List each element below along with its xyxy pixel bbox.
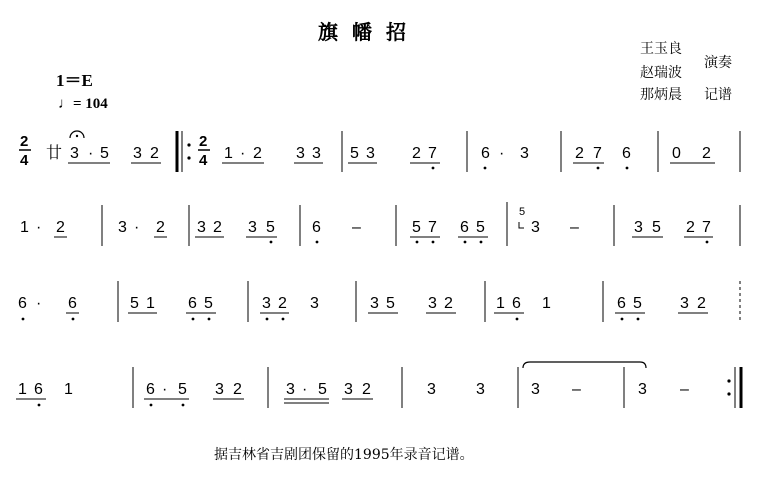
svg-text:5: 5 bbox=[476, 219, 485, 236]
svg-text:2: 2 bbox=[156, 219, 165, 236]
svg-text:6: 6 bbox=[460, 219, 469, 236]
svg-text:3: 3 bbox=[248, 219, 257, 236]
svg-text:2: 2 bbox=[697, 295, 706, 312]
svg-text:3: 3 bbox=[310, 295, 319, 312]
svg-text:0: 0 bbox=[672, 145, 681, 162]
svg-text:2: 2 bbox=[233, 381, 242, 398]
svg-text:·: · bbox=[134, 219, 140, 236]
svg-text:2: 2 bbox=[253, 145, 262, 162]
svg-text:2: 2 bbox=[213, 219, 222, 236]
svg-text:·: · bbox=[499, 145, 505, 162]
key-signature: 1＝E bbox=[56, 71, 93, 90]
svg-text:3: 3 bbox=[370, 295, 379, 312]
svg-text:6: 6 bbox=[312, 219, 321, 236]
svg-text:5: 5 bbox=[412, 219, 421, 236]
svg-text:3: 3 bbox=[312, 145, 321, 162]
svg-text:·: · bbox=[36, 219, 42, 236]
svg-text:廿: 廿 bbox=[46, 145, 63, 162]
svg-text:3: 3 bbox=[638, 381, 647, 398]
svg-text:4: 4 bbox=[20, 152, 29, 169]
performer-2: 赵瑞波 bbox=[640, 65, 682, 81]
svg-text:2: 2 bbox=[56, 219, 65, 236]
svg-text:7: 7 bbox=[593, 145, 602, 162]
svg-text:–: – bbox=[680, 381, 689, 398]
svg-text:3: 3 bbox=[344, 381, 353, 398]
svg-text:5: 5 bbox=[652, 219, 661, 236]
transcriber: 那炳晨 bbox=[640, 87, 682, 103]
svg-text:5: 5 bbox=[266, 219, 275, 236]
svg-text:3: 3 bbox=[197, 219, 206, 236]
svg-text:3: 3 bbox=[296, 145, 305, 162]
svg-text:6: 6 bbox=[512, 295, 521, 312]
svg-text:5: 5 bbox=[100, 145, 109, 162]
score-line-2 bbox=[20, 202, 740, 246]
svg-text:7: 7 bbox=[428, 219, 437, 236]
svg-text:3: 3 bbox=[262, 295, 271, 312]
svg-text:3: 3 bbox=[286, 381, 295, 398]
source-note: 据吉林省吉剧团保留的1995年录音记谱。 bbox=[214, 447, 474, 463]
svg-text:2: 2 bbox=[20, 133, 29, 150]
svg-text:3: 3 bbox=[531, 381, 540, 398]
svg-text:6: 6 bbox=[146, 381, 155, 398]
svg-text:5: 5 bbox=[633, 295, 642, 312]
svg-text:–: – bbox=[570, 219, 579, 236]
score-line-4 bbox=[16, 362, 741, 408]
svg-text:3: 3 bbox=[427, 381, 436, 398]
svg-text:2: 2 bbox=[412, 145, 421, 162]
svg-text:7: 7 bbox=[702, 219, 711, 236]
svg-text:2: 2 bbox=[278, 295, 287, 312]
svg-text:–: – bbox=[572, 381, 581, 398]
svg-text:5: 5 bbox=[350, 145, 359, 162]
svg-text:2: 2 bbox=[362, 381, 371, 398]
svg-text:1: 1 bbox=[18, 381, 27, 398]
svg-text:5: 5 bbox=[204, 295, 213, 312]
svg-text:3: 3 bbox=[118, 219, 127, 236]
svg-text:1: 1 bbox=[542, 295, 551, 312]
svg-text:·: · bbox=[162, 381, 168, 398]
svg-text:1: 1 bbox=[64, 381, 73, 398]
svg-text:3: 3 bbox=[215, 381, 224, 398]
svg-text:2: 2 bbox=[702, 145, 711, 162]
svg-text:5: 5 bbox=[386, 295, 395, 312]
svg-text:1: 1 bbox=[146, 295, 155, 312]
svg-text:–: – bbox=[352, 219, 361, 236]
svg-text:4: 4 bbox=[199, 152, 208, 169]
svg-text:6: 6 bbox=[622, 145, 631, 162]
performers-role: 演奏 bbox=[704, 55, 732, 71]
svg-text:6: 6 bbox=[18, 295, 27, 312]
svg-text:3: 3 bbox=[476, 381, 485, 398]
score-line-1 bbox=[19, 131, 740, 172]
svg-text:6: 6 bbox=[34, 381, 43, 398]
svg-text:1: 1 bbox=[20, 219, 29, 236]
svg-text:·: · bbox=[302, 381, 308, 398]
svg-text:1: 1 bbox=[496, 295, 505, 312]
svg-text:6: 6 bbox=[68, 295, 77, 312]
tempo-marking: ♩= 104 bbox=[58, 96, 108, 112]
svg-text:7: 7 bbox=[428, 145, 437, 162]
svg-text:3: 3 bbox=[428, 295, 437, 312]
svg-text:3: 3 bbox=[133, 145, 142, 162]
transcriber-role: 记谱 bbox=[704, 87, 732, 103]
svg-text:5: 5 bbox=[519, 206, 526, 218]
svg-text:5: 5 bbox=[130, 295, 139, 312]
svg-text:·: · bbox=[88, 145, 94, 162]
svg-text:3: 3 bbox=[70, 145, 79, 162]
score-line-3 bbox=[18, 281, 740, 322]
page-title: 旗幡招 bbox=[318, 20, 420, 44]
svg-text:2: 2 bbox=[444, 295, 453, 312]
svg-text:·: · bbox=[240, 145, 246, 162]
svg-text:5: 5 bbox=[318, 381, 327, 398]
svg-text:3: 3 bbox=[520, 145, 529, 162]
svg-text:2: 2 bbox=[575, 145, 584, 162]
svg-text:6: 6 bbox=[617, 295, 626, 312]
svg-text:2: 2 bbox=[199, 133, 208, 150]
svg-text:6: 6 bbox=[481, 145, 490, 162]
svg-text:3: 3 bbox=[680, 295, 689, 312]
svg-text:2: 2 bbox=[150, 145, 159, 162]
svg-text:3: 3 bbox=[366, 145, 375, 162]
svg-text:2: 2 bbox=[686, 219, 695, 236]
svg-text:5: 5 bbox=[178, 381, 187, 398]
svg-text:3: 3 bbox=[531, 219, 540, 236]
svg-text:3: 3 bbox=[634, 219, 643, 236]
performer-1: 王玉良 bbox=[640, 41, 682, 57]
svg-text:1: 1 bbox=[224, 145, 233, 162]
svg-text:6: 6 bbox=[188, 295, 197, 312]
svg-text:·: · bbox=[36, 295, 42, 312]
